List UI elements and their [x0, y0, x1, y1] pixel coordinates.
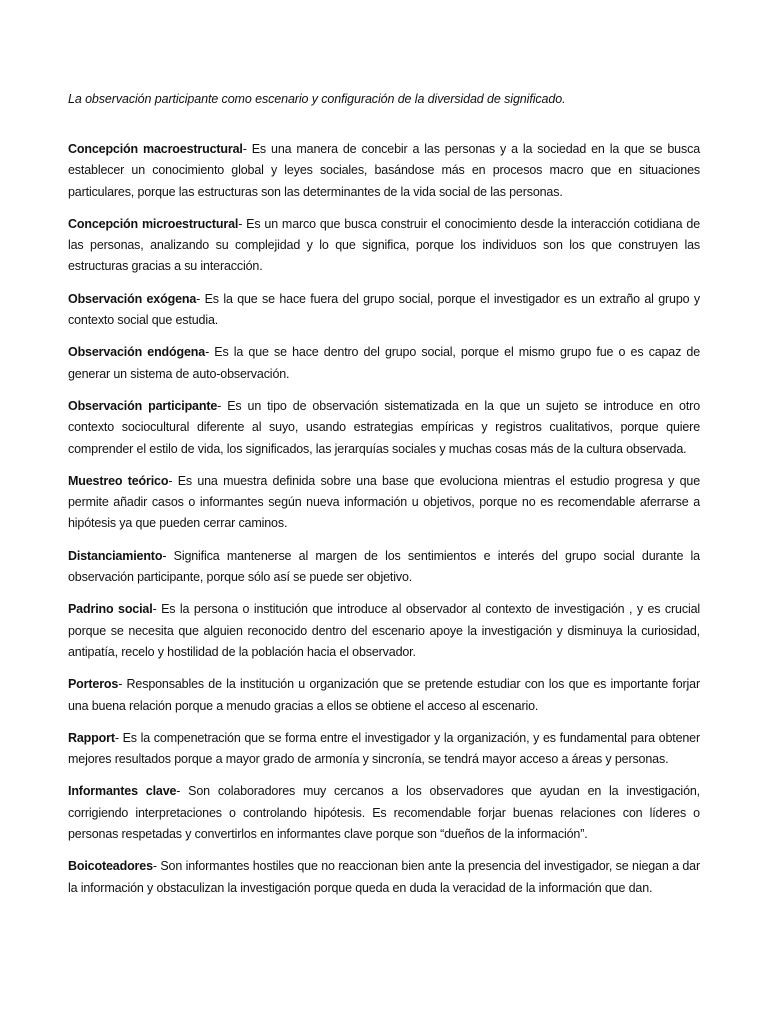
glossary-term: Observación endógena [68, 345, 206, 360]
glossary-definition: - Es la que se hace dentro del grupo social, porque el mismo grupo fue o es capaz de generar un sistema de auto-observación. [68, 345, 701, 381]
glossary-term: Concepción macroestructural [68, 142, 243, 156]
glossary-term: Concepción microestructural [68, 216, 239, 231]
glossary-entry [68, 781, 700, 845]
glossary-term: Porteros [68, 677, 119, 692]
glossary-term: Muestreo teórico [68, 473, 169, 488]
glossary-definition: - Es una manera de concebir a las personas y a la sociedad en la que se busca establecer un conocimiento global y leyes sociales, basándose más en procesos macro que en situaciones particulares, porque las estructuras son las determinantes de la vida social de las personas. [68, 142, 700, 199]
glossary-term: Observación participante [68, 398, 218, 413]
glossary-entry [68, 856, 700, 899]
glossary-entry [68, 599, 700, 663]
glossary-entry [68, 546, 700, 589]
glossary-entry [68, 289, 700, 332]
glossary-entry [68, 674, 700, 717]
glossary-definition: - Es un tipo de observación sistematizada en la que un sujeto se introduce en otro contexto sociocultural diferente al suyo, usando estrategias empíricas y registros cualitativos, porque quiere comprender el estilo de vida, los significados, las jerarquías sociales y muchas cosas más de la cultura observada. [68, 398, 700, 456]
glossary-term: Rapport [68, 730, 115, 745]
document-page [68, 90, 700, 910]
glossary-definition: - Es un marco que busca construir el conocimiento desde la interacción cotidiana de las personas, analizando su complejidad y lo que significa, porque los individuos son los que construyen las estructuras gracias a su interacción. [68, 216, 700, 274]
glossary-entry [68, 471, 700, 535]
document-title: La observación participante como escenario y configuración de la diversidad de significado. [68, 92, 566, 106]
glossary-definition: - Son colaboradores muy cercanos a los observadores que ayudan en la investigación, corrigiendo interpretaciones o controlando hipótesis. Es recomendable forjar buenas relaciones con líderes o personas respetadas y convertirlos en informantes clave porque son “dueños de la información”. [68, 784, 700, 842]
glossary-term: Distanciamiento [68, 548, 163, 563]
glossary-entry [68, 728, 700, 771]
glossary-list [68, 139, 700, 899]
glossary-definition: - Significa mantenerse al margen de los sentimientos e interés del grupo social durante la observación participante, porque sólo así se puede ser objetivo. [68, 548, 700, 585]
glossary-term: Padrino social [68, 602, 153, 617]
glossary-entry [68, 396, 700, 460]
glossary-term: Observación exógena [68, 291, 197, 306]
glossary-definition: - Es la que se hace fuera del grupo social, porque el investigador es un extraño al grupo y contexto social que estudia. [68, 291, 700, 328]
glossary-definition: - Es una muestra definida sobre una base que evoluciona mientras el estudio progresa y que permite añadir casos o informantes según nueva información u objetivos, porque no es recomendable aferrarse a hipótesis ya que pueden cerrar caminos. [68, 473, 700, 531]
glossary-definition: - Es la compenetración que se forma entre el investigador y la organización, y es fundamental para obtener mejores resultados porque a mayor grado de armonía y sincronía, se tendrá mayor acceso a áreas y personas. [68, 730, 700, 767]
glossary-definition: - Son informantes hostiles que no reaccionan bien ante la presencia del investigador, se niegan a dar la información y obstaculizan la investigación porque queda en duda la veracidad de la información que dan. [68, 859, 700, 895]
glossary-entry [68, 214, 700, 278]
glossary-term: Boicoteadores [68, 859, 153, 874]
glossary-definition: - Es la persona o institución que introduce al observador al contexto de investigación , y es crucial porque se necesita que alguien reconocido dentro del escenario apoye la investigación y disminuya la curiosidad, antipatía, recelo y hostilidad de la población hacia el observador. [68, 602, 700, 659]
glossary-entry [68, 139, 700, 203]
glossary-entry [68, 342, 700, 385]
glossary-definition: - Responsables de la institución u organización que se pretende estudiar con los que es importante forjar una buena relación porque a menudo gracias a ellos se obtiene el acceso al escenario. [68, 677, 700, 713]
glossary-term: Informantes clave [68, 784, 177, 799]
